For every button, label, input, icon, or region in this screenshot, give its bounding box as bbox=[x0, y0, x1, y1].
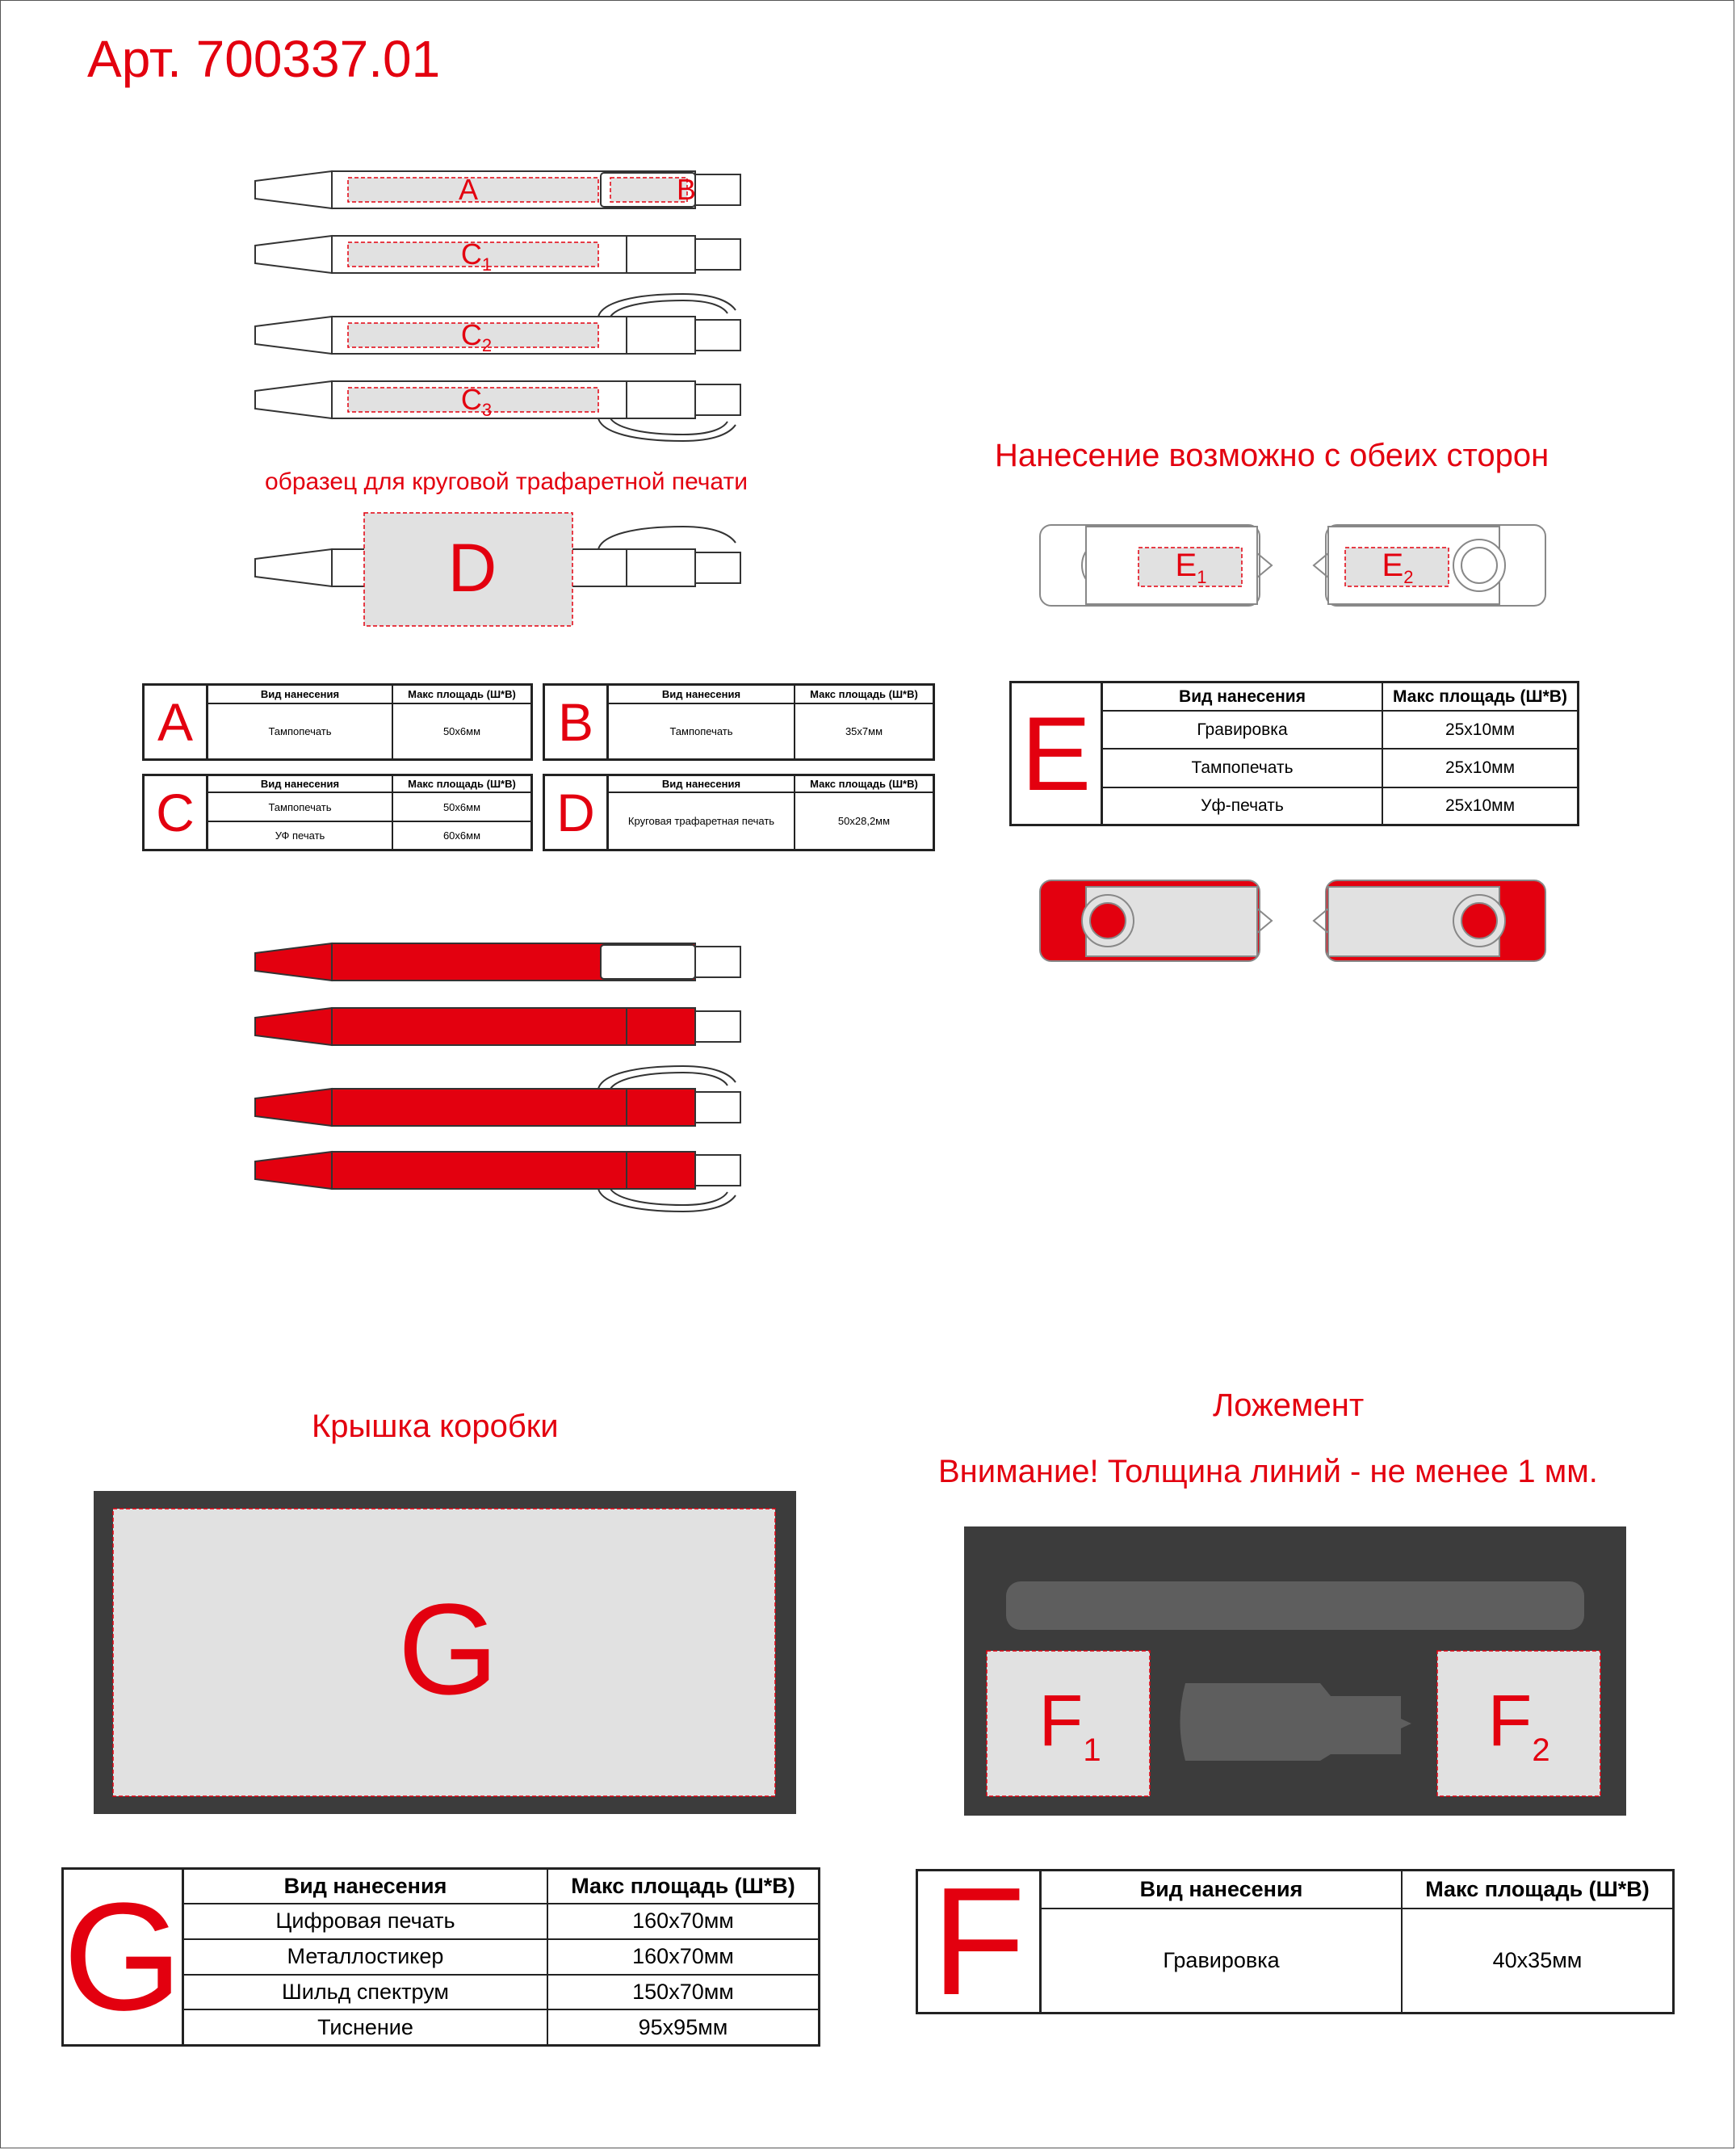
cell-method: Тампопечать bbox=[208, 703, 392, 758]
table-letter: G bbox=[64, 1870, 184, 2044]
red-pen-2 bbox=[255, 1008, 740, 1045]
pen-drawing-ab bbox=[255, 171, 740, 208]
red-pen-3 bbox=[255, 1066, 740, 1126]
header-max-area: Макс площадь (Ш*В) bbox=[1382, 683, 1577, 711]
cell-area: 25х10мм bbox=[1382, 749, 1577, 787]
cell-method: Цифровая печать bbox=[184, 1904, 547, 1939]
cell-method: Уф-печать bbox=[1103, 787, 1382, 824]
header-method: Вид нанесения bbox=[609, 776, 795, 792]
cell-area: 25х10мм bbox=[1382, 787, 1577, 824]
cell-method: УФ печать bbox=[208, 821, 392, 849]
zone-label-a: A bbox=[458, 173, 478, 206]
cell-method: Тиснение bbox=[184, 2009, 547, 2044]
header-method: Вид нанесения bbox=[1042, 1871, 1402, 1909]
usb-outline-left bbox=[1040, 525, 1272, 606]
header-max-area: Макс площадь (Ш*В) bbox=[795, 776, 933, 792]
spec-table-e bbox=[1009, 681, 1579, 826]
caption-round-print: образец для круговой трафаретной печати bbox=[265, 468, 748, 495]
cell-area: 60х6мм bbox=[392, 821, 530, 849]
cell-area: 50х6мм bbox=[392, 703, 530, 758]
spec-table-f bbox=[916, 1856, 1675, 2027]
cell-area: 40х35мм bbox=[1402, 1909, 1672, 2012]
header-method: Вид нанесения bbox=[184, 1870, 547, 1904]
header-method: Вид нанесения bbox=[609, 686, 795, 703]
cell-area: 50х6мм bbox=[392, 792, 530, 821]
table-letter: E bbox=[1012, 683, 1103, 824]
header-method: Вид нанесения bbox=[208, 686, 392, 703]
zone-label-f1: $F_1$ bbox=[1038, 1681, 1101, 1768]
cell-area: 95х95мм bbox=[547, 2009, 818, 2044]
box-insert-drawing bbox=[964, 1526, 1626, 1816]
zone-label-c1: $C_1$ bbox=[460, 237, 493, 275]
table-letter: C bbox=[145, 776, 208, 849]
table-letter: B bbox=[545, 686, 609, 758]
spec-table-g bbox=[61, 1867, 820, 2047]
usb-red-left bbox=[1040, 880, 1272, 961]
zone-label-c3: $C_3$ bbox=[460, 383, 493, 421]
spec-table-b bbox=[543, 683, 935, 761]
cell-method: Круговая трафаретная печать bbox=[609, 792, 795, 849]
header-method: Вид нанесения bbox=[208, 776, 392, 792]
zone-label-d: D bbox=[447, 530, 497, 606]
cell-method: Тампопечать bbox=[609, 703, 795, 758]
caption-insert: Ложемент bbox=[1213, 1388, 1365, 1423]
cell-method: Тампопечать bbox=[1103, 749, 1382, 787]
cell-method: Металлостикер bbox=[184, 1939, 547, 1975]
table-letter: D bbox=[545, 776, 609, 849]
header-max-area: Макс площадь (Ш*В) bbox=[392, 686, 530, 703]
usb-red-right bbox=[1314, 880, 1545, 961]
zone-label-f2: $F_2$ bbox=[1487, 1681, 1550, 1768]
spec-table-c bbox=[142, 774, 533, 851]
cell-method: Шильд спектрум bbox=[184, 1975, 547, 2010]
cell-area: 160х70мм bbox=[547, 1939, 818, 1975]
header-max-area: Макс площадь (Ш*В) bbox=[392, 776, 530, 792]
usb-outline-right bbox=[1314, 525, 1545, 606]
zone-label-b: B bbox=[676, 173, 696, 206]
zone-label-e1: $E_1$ bbox=[1175, 548, 1207, 587]
cell-method: Тампопечать bbox=[208, 792, 392, 821]
caption-box-lid: Крышка коробки bbox=[312, 1409, 559, 1444]
header-method: Вид нанесения bbox=[1103, 683, 1382, 711]
zone-label-e2: $E_2$ bbox=[1382, 548, 1414, 587]
table-letter: A bbox=[145, 686, 208, 758]
zone-label-g: G bbox=[397, 1577, 499, 1721]
article-title: Арт. 700337.01 bbox=[87, 30, 441, 88]
red-pen-4 bbox=[255, 1152, 740, 1211]
cell-area: 160х70мм bbox=[547, 1904, 818, 1939]
cell-area: 50х28,2мм bbox=[795, 792, 933, 849]
header-max-area: Макс площадь (Ш*В) bbox=[795, 686, 933, 703]
red-pen-1 bbox=[255, 943, 740, 981]
caption-warning: Внимание! Толщина линий - не менее 1 мм. bbox=[938, 1454, 1598, 1489]
cell-area: 150х70мм bbox=[547, 1975, 818, 2010]
spec-table-d bbox=[543, 774, 935, 851]
header-max-area: Макс площадь (Ш*В) bbox=[1402, 1871, 1672, 1909]
cell-area: 25х10мм bbox=[1382, 711, 1577, 749]
table-letter: F bbox=[918, 1871, 1042, 2012]
cell-method: Гравировка bbox=[1042, 1909, 1402, 2012]
spec-table-a bbox=[142, 683, 533, 761]
caption-both-sides: Нанесение возможно с обеих сторон bbox=[995, 438, 1549, 473]
cell-area: 35х7мм bbox=[795, 703, 933, 758]
zone-label-c2: $C_2$ bbox=[460, 318, 493, 356]
header-max-area: Макс площадь (Ш*В) bbox=[547, 1870, 818, 1904]
cell-method: Гравировка bbox=[1103, 711, 1382, 749]
